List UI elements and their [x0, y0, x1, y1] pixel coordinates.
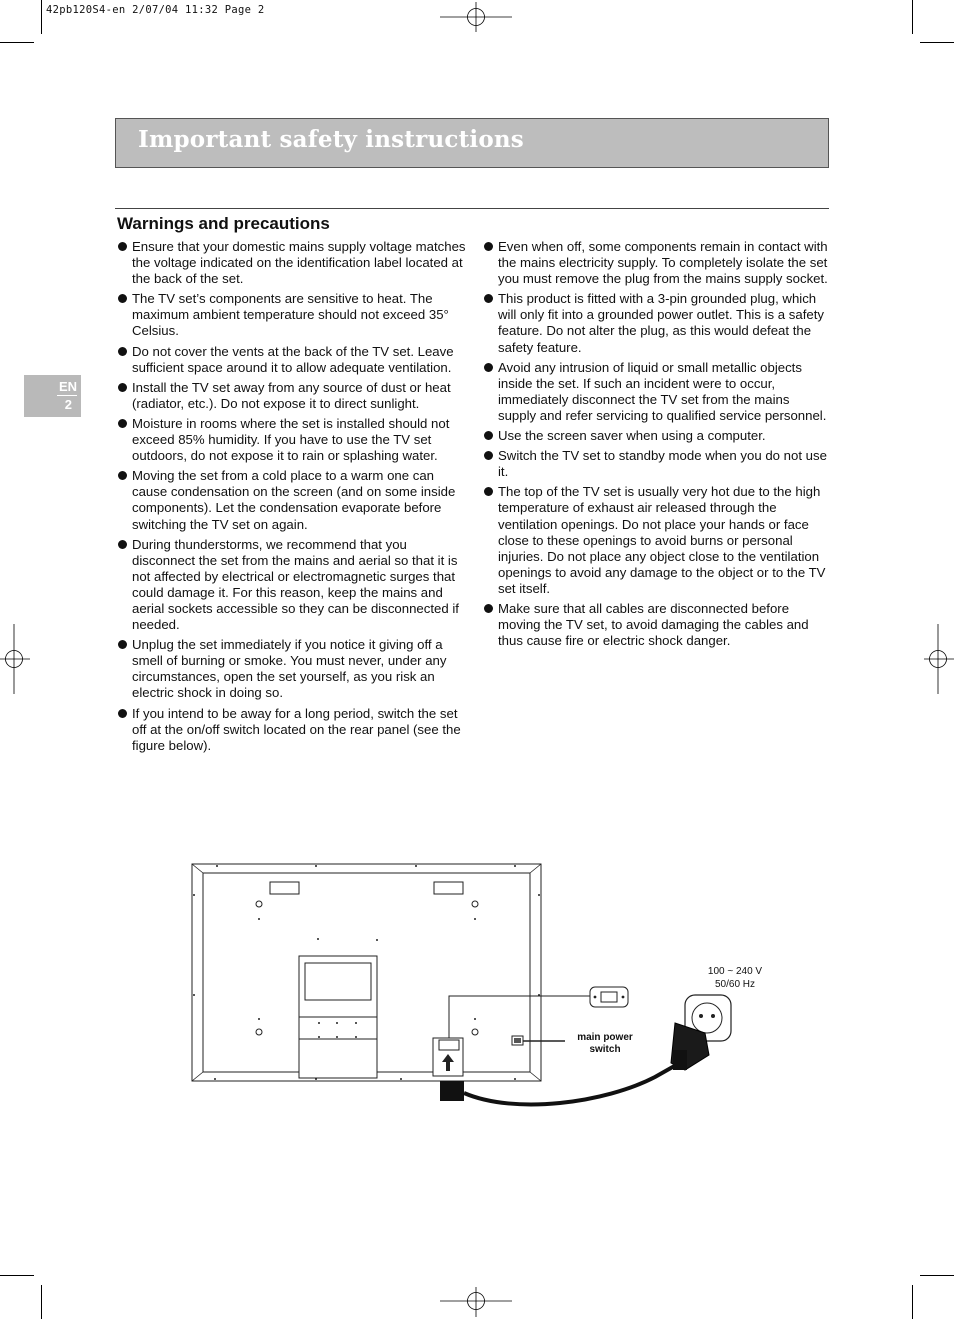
list-item: Avoid any intrusion of liquid or small metallic objects inside the set. If such an incident were to occur, immediately disconnect the TV set from the mains supply and refer servicing to qualified service personnel. — [483, 360, 830, 424]
list-item: The top of the TV set is usually very hot due to the high temperature of exhaust air released through the ventilation openings. Do not place your hands or face close to these openings to avoid burns or personal injuries. Do not place any object close to the ventilation openings to avoid any damage to the object or to the TV set itself. — [483, 484, 830, 597]
title-banner — [115, 118, 829, 168]
voltage-label — [700, 965, 770, 991]
section-rule — [115, 208, 829, 209]
warnings-list-right — [483, 239, 830, 653]
list-item: The TV set’s components are sensitive to heat. The maximum ambient temperature should not exceed 35° Celsius. — [117, 291, 466, 339]
page-number: 2 — [64, 397, 72, 412]
list-item: Ensure that your domestic mains supply voltage matches the voltage indicated on the identification label located at the back of the set. — [117, 239, 466, 287]
tab-divider — [57, 395, 77, 396]
tv-rear-panel-figure — [185, 855, 745, 1120]
language-page-tab — [24, 375, 81, 417]
list-item: Make sure that all cables are disconnected before moving the TV set, to avoid damaging the cables and thus cause fire or electric shock danger. — [483, 601, 830, 649]
print-slug: 42pb120S4-en 2/07/04 11:32 Page 2 — [46, 4, 265, 16]
list-item: Unplug the set immediately if you notice it giving off a smell of burning or smoke. You must never, under any circumstances, open the set yourself, as you risk an electric shock in doing so. — [117, 637, 466, 701]
switch-label-line: main power — [577, 1032, 633, 1043]
switch-label-line: switch — [589, 1044, 621, 1055]
list-item: Moving the set from a cold place to a warm one can cause condensation on the screen (and on some inside components). Let the condensation evaporate before switching the TV set on again. — [117, 468, 466, 532]
registration-mark-top — [440, 2, 512, 32]
list-item: Do not cover the vents at the back of the TV set. Leave sufficient space around it to allow adequate ventilation. — [117, 344, 466, 376]
list-item: Use the screen saver when using a computer. — [483, 428, 830, 444]
warnings-list-left — [117, 239, 466, 758]
registration-mark-bottom — [440, 1287, 512, 1317]
main-power-switch-label — [565, 1032, 645, 1056]
frequency-line: 50/60 Hz — [714, 979, 756, 990]
section-heading: Warnings and precautions — [117, 214, 330, 233]
list-item: This product is fitted with a 3-pin grounded plug, which will only fit into a grounded power outlet. This is a safety feature. Do not alter the plug, as this would defeat the safety feature. — [483, 291, 830, 355]
page-title: Important safety instructions — [138, 126, 524, 153]
registration-mark-right — [924, 624, 954, 694]
list-item: If you intend to be away for a long period, switch the set off at the on/off switch located on the rear panel (see the figure below). — [117, 706, 466, 754]
registration-mark-left — [0, 624, 30, 694]
list-item: Switch the TV set to standby mode when you do not use it. — [483, 448, 830, 480]
list-item: Install the TV set away from any source of dust or heat (radiator, etc.). Do not expose it to direct sunlight. — [117, 380, 466, 412]
list-item: During thunderstorms, we recommend that you disconnect the set from the mains and aerial so that it is not affected by electrical or electromagnetic surges that could damage it. For this reason, keep the mains and aerial sockets accessible so they can be disconnected if needed. — [117, 537, 466, 634]
list-item: Moisture in rooms where the set is installed should not exceed 85% humidity. If you have to use the TV set outdoors, do not expose it to rain or splashing water. — [117, 416, 466, 464]
list-item: Even when off, some components remain in contact with the mains electricity supply. To completely isolate the set you must remove the plug from the mains supply socket. — [483, 239, 830, 287]
language-code: EN — [58, 379, 77, 394]
voltage-line: 100 ~ 240 V — [707, 966, 763, 977]
